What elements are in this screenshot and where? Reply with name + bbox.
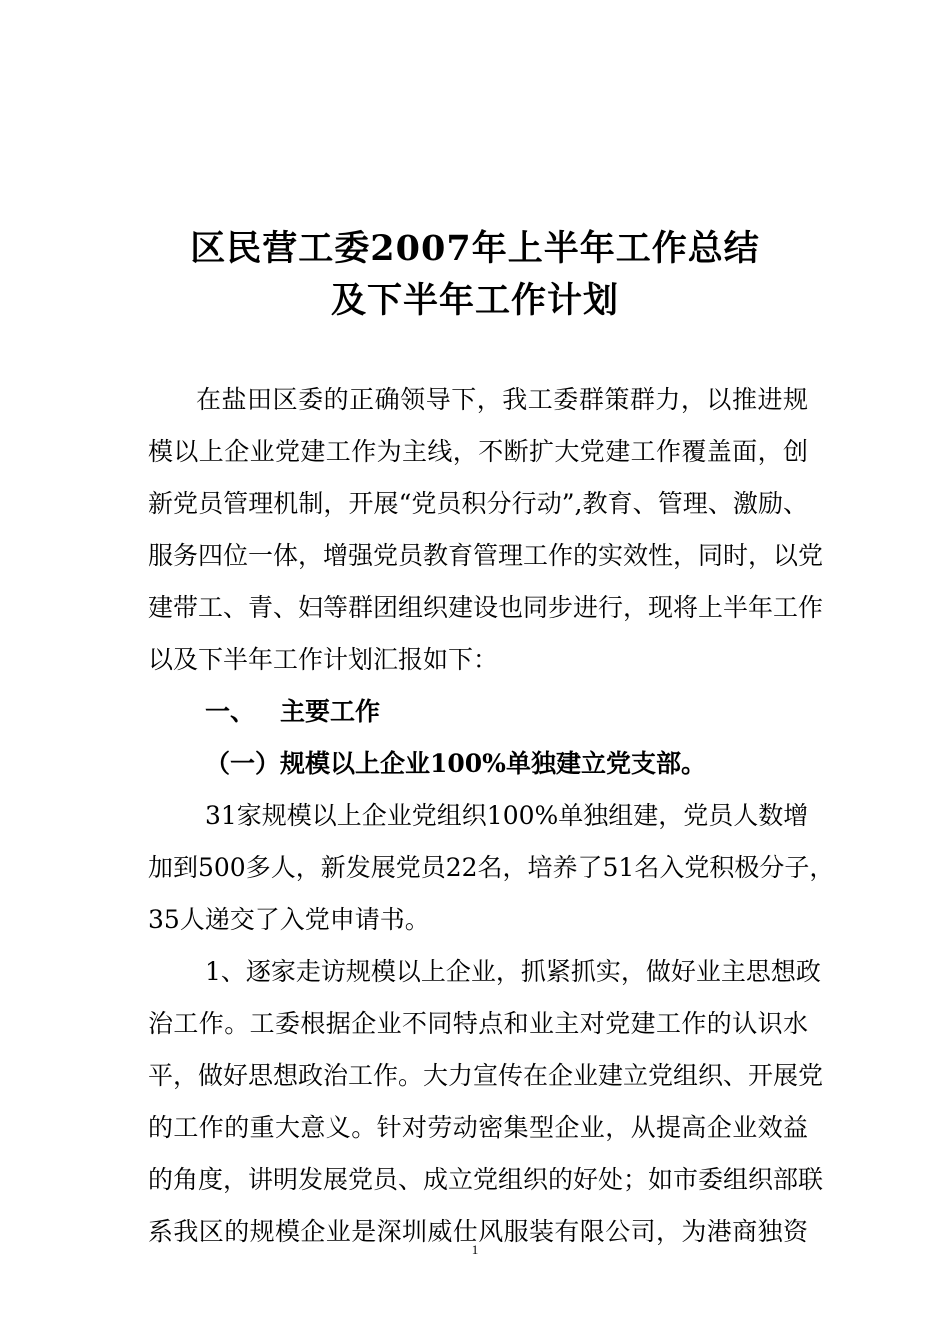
paragraph-2-line-3: 平，做好思想政治工作。大力宣传在企业建立党组织、开展党 — [148, 1061, 824, 1090]
intro-line-4: 服务四位一体，增强党员教育管理工作的实效性，同时，以党 — [148, 541, 824, 570]
intro-line-1: 在盐田区委的正确领导下，我工委群策群力，以推进规 — [196, 385, 808, 414]
section-title: 主要工作 — [280, 697, 381, 726]
section-number: 一、 — [205, 697, 256, 726]
paragraph-1-line-3: 35人递交了入党申请书。 — [148, 905, 430, 934]
paragraph-2-line-2: 治工作。工委根据企业不同特点和业主对党建工作的认识水 — [148, 1009, 808, 1038]
intro-line-3: 新党员管理机制，开展“党员积分行动”,教育、管理、激励、 — [148, 489, 808, 518]
document-title-line-2: 及下半年工作计划 — [330, 280, 619, 321]
section-heading — [205, 696, 380, 728]
page-number: 1 — [471, 1242, 479, 1257]
subsection-heading: （一）规模以上企业100%单独建立党支部。 — [205, 749, 706, 778]
paragraph-2-line-6: 系我区的规模企业是深圳威仕风服装有限公司，为港商独资 — [148, 1217, 808, 1246]
document-title-line-1: 区民营工委2007年上半年工作总结 — [190, 228, 760, 269]
paragraph-2-line-5: 的角度，讲明发展党员、成立党组织的好处；如市委组织部联 — [148, 1165, 824, 1194]
paragraph-2-line-4: 的工作的重大意义。针对劳动密集型企业，从提高企业效益 — [148, 1113, 808, 1142]
intro-line-2: 模以上企业党建工作为主线，不断扩大党建工作覆盖面，创 — [148, 437, 808, 466]
paragraph-2-line-1: 1、逐家走访规模以上企业，抓紧抓实，做好业主思想政 — [205, 957, 821, 986]
intro-line-6: 以及下半年工作计划汇报如下： — [148, 645, 499, 674]
intro-line-5: 建带工、青、妇等群团组织建设也同步进行，现将上半年工作 — [148, 593, 824, 622]
paragraph-1-line-1: 31家规模以上企业党组织100%单独组建，党员人数增 — [205, 801, 809, 830]
paragraph-1-line-2: 加到500多人，新发展党员22名，培养了51名入党积极分子， — [148, 853, 835, 882]
